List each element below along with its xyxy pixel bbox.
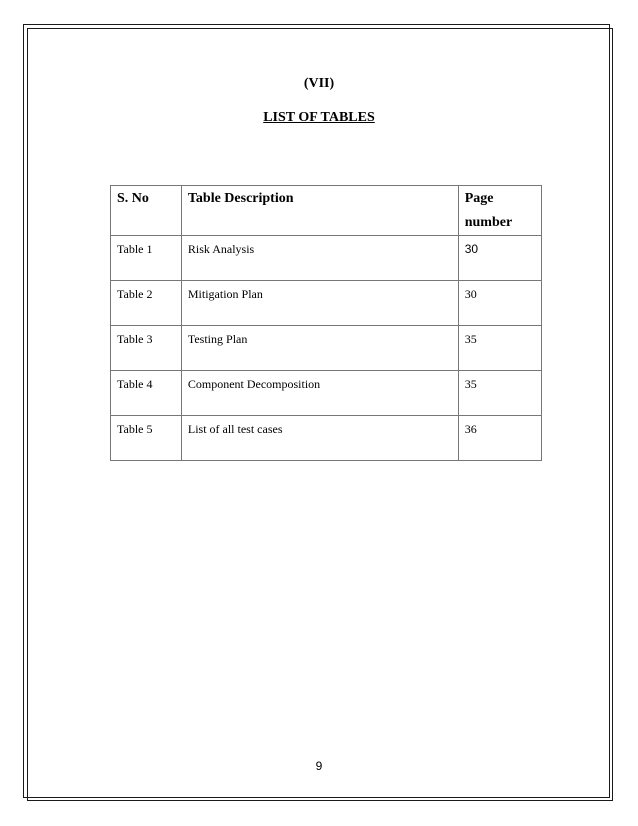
footer-page-number: 9 bbox=[315, 759, 323, 773]
row-sno: Table 3 bbox=[111, 326, 182, 371]
table-row bbox=[111, 371, 542, 416]
header-page-line2: number bbox=[464, 215, 513, 230]
row-page: 36 bbox=[458, 416, 541, 461]
row-description: Risk Analysis bbox=[181, 236, 458, 281]
row-page: 30 bbox=[458, 236, 541, 281]
header-page-line1: Page bbox=[464, 191, 494, 206]
header-description: Table Description bbox=[181, 186, 458, 236]
row-sno: Table 4 bbox=[111, 371, 182, 416]
row-description: Component Decomposition bbox=[181, 371, 458, 416]
table-row bbox=[111, 326, 542, 371]
row-page: 35 bbox=[458, 371, 541, 416]
section-roman-numeral: (VII) bbox=[303, 76, 335, 91]
header-sno: S. No bbox=[111, 186, 182, 236]
table-row bbox=[111, 236, 542, 281]
row-sno: Table 1 bbox=[111, 236, 182, 281]
row-sno: Table 5 bbox=[111, 416, 182, 461]
header-page-number bbox=[458, 186, 541, 236]
row-page: 35 bbox=[458, 326, 541, 371]
row-sno: Table 2 bbox=[111, 281, 182, 326]
table-header-row bbox=[111, 186, 542, 236]
table-row bbox=[111, 416, 542, 461]
row-description: List of all test cases bbox=[181, 416, 458, 461]
row-description: Testing Plan bbox=[181, 326, 458, 371]
list-of-tables bbox=[110, 185, 542, 461]
page-title: LIST OF TABLES bbox=[263, 110, 375, 125]
row-description: Mitigation Plan bbox=[181, 281, 458, 326]
row-page: 30 bbox=[458, 281, 541, 326]
table-row bbox=[111, 281, 542, 326]
